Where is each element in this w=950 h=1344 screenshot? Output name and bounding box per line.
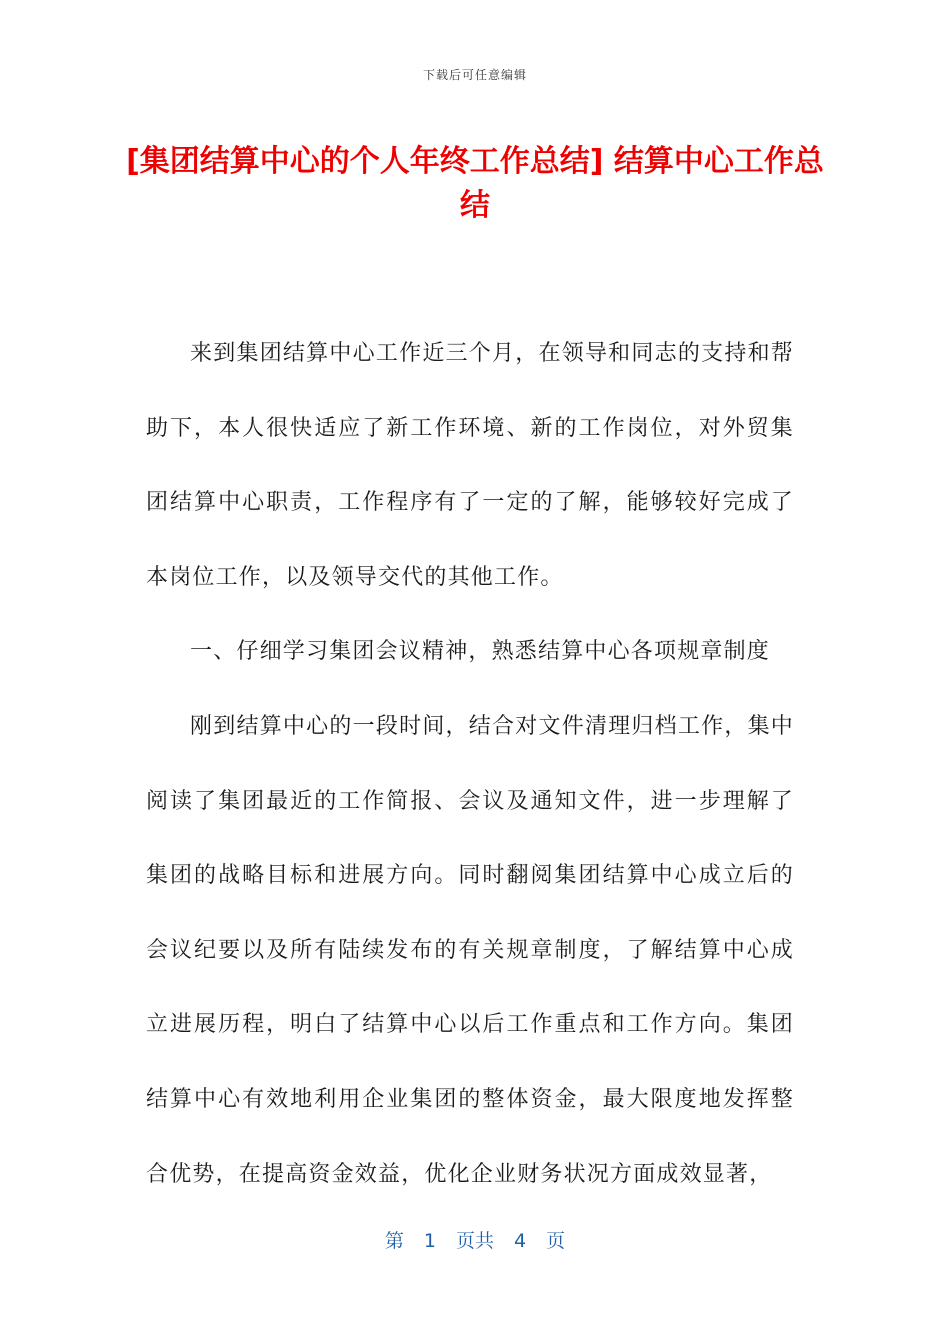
header-note: 下载后可任意编辑 xyxy=(422,68,527,82)
footer-total-label: 页共 xyxy=(455,1230,494,1252)
document-body xyxy=(146,317,794,1212)
footer-total-pages: 4 xyxy=(514,1230,527,1252)
footer-page-label: 第 xyxy=(384,1230,404,1252)
paragraph-section-body: 刚到结算中心的一段时间，结合对文件清理归档工作，集中阅读了集团最近的工作简报、会议及通知文件，进一步理解了集团的战略目标和进展方向。同时翻阅集团结算中心成立后的会议纪要以及所有陆续发布的有关规章制度，了解结算中心成立进展历程，明白了结算中心以后工作重点和工作方向。集团结算中心有效地利用企业集团的整体资金，最大限度地发挥整合优势，在提高资金效益，优化企业财务状况方面成效显著， xyxy=(146,713,794,1187)
page-footer xyxy=(0,1226,950,1253)
paragraph-section-heading: 一、仔细学习集团会议精神，熟悉结算中心各项规章制度 xyxy=(190,639,771,665)
footer-current-page: 1 xyxy=(423,1230,436,1252)
footer-total-suffix: 页 xyxy=(546,1230,566,1252)
paragraph-intro: 来到集团结算中心工作近三个月，在领导和同志的支持和帮助下，本人很快适应了新工作环境、新的工作岗位，对外贸集团结算中心职责，工作程序有了一定的了解，能够较好完成了本岗位工作，以及领导交代的其他工作。 xyxy=(146,341,794,590)
document-title: [集团结算中心的个人年终工作总结] 结算中心工作总结 xyxy=(126,144,824,223)
